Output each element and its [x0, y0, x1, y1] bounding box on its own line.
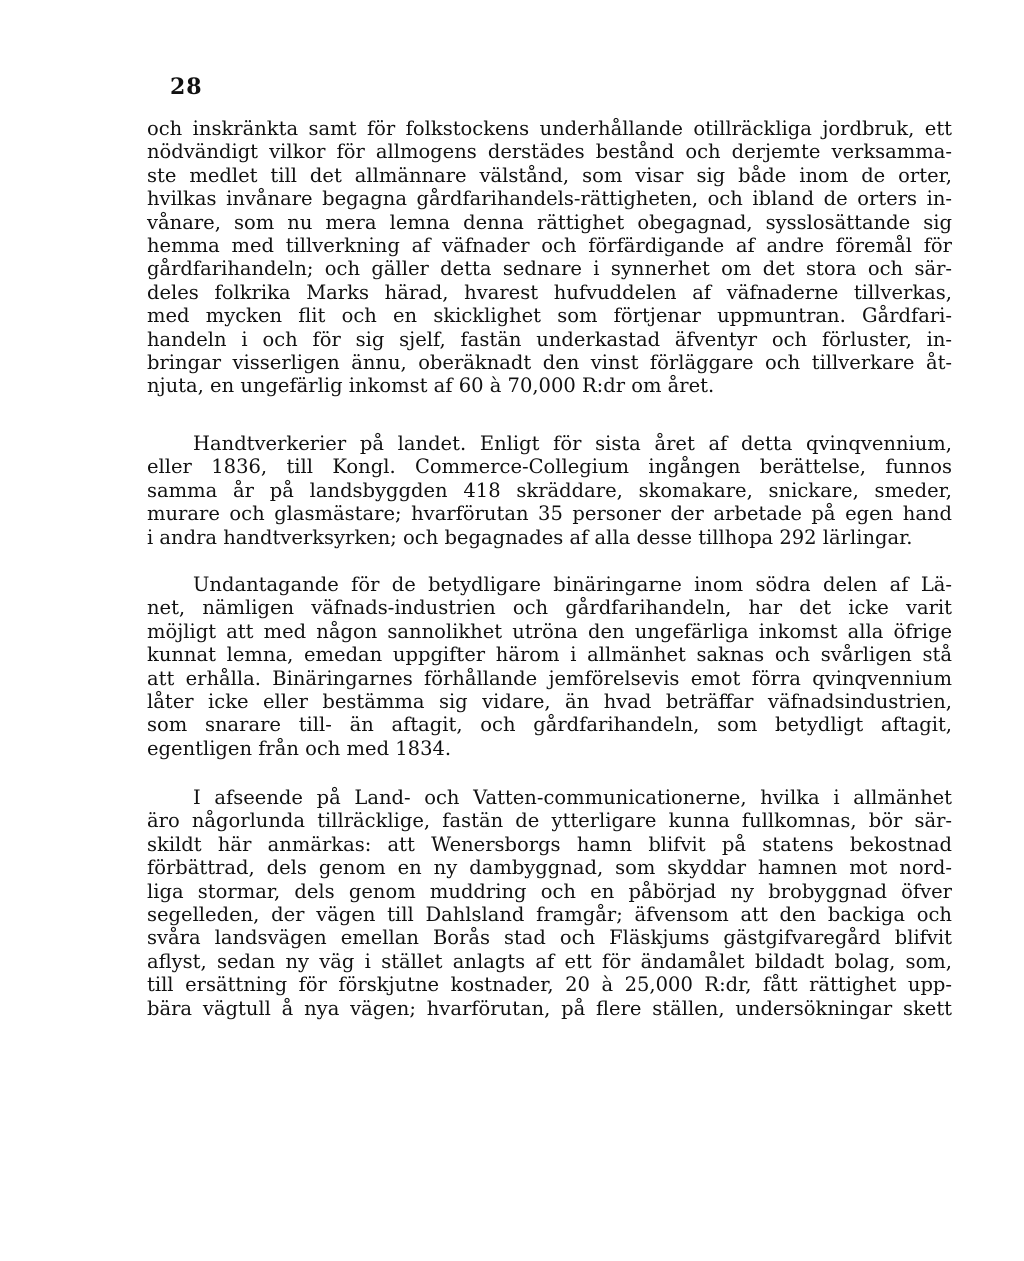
paragraph-3: [147, 573, 952, 760]
text-line: net, nämligen väfnads-industrien och gårdfarihandeln, har det icke varit: [147, 596, 952, 620]
text-line: att erhålla. Binäringarnes förhållande jemförelsevis emot förra qvinqvennium: [147, 666, 952, 690]
text-line: kunnat lemna, emedan uppgifter härom i allmänhet saknas och svårligen stå: [147, 643, 952, 667]
text-line: samma år på landsbyggden 418 skräddare, skomakare, snickare, smeder,: [147, 478, 952, 502]
text-line: deles folkrika Marks härad, hvarest hufvuddelen af väfnaderne tillverkas,: [147, 280, 952, 304]
text-line: förbättrad, dels genom en ny dambyggnad, som skyddar hamnen mot nord-: [147, 856, 952, 880]
paragraph-4: [147, 786, 952, 1020]
text-line: som snarare till- än aftagit, och gårdfarihandeln, som betydligt aftagit,: [147, 713, 952, 737]
text-line: ste medlet till det allmännare välstånd, som visar sig både inom de orter,: [147, 163, 952, 187]
text-line: hvilkas invånare begagna gårdfarihandels-rättigheten, och ibland de orters in-: [147, 187, 952, 211]
text-line: gårdfarihandeln; och gäller detta sednare i synnerhet om det stora och sär-: [147, 257, 952, 281]
text-line: låter icke eller bestämma sig vidare, än hvad beträffar väfnadsindustrien,: [147, 690, 952, 714]
text-line: med mycken flit och en skicklighet som förtjenar uppmuntran. Gårdfari-: [147, 304, 952, 328]
text-line: egentligen från och med 1834.: [147, 736, 452, 760]
text-line: vånare, som nu mera lemna denna rättighet obegagnad, sysslosättande sig: [147, 210, 952, 234]
text-line: I afseende på Land- och Vatten-communicationerne, hvilka i allmänhet: [193, 786, 952, 809]
text-line: Undantagande för de betydligare binäringarne inom södra delen af Lä-: [193, 573, 952, 596]
text-line: bära vägtull å nya vägen; hvarförutan, på flere ställen, undersökningar skett: [147, 996, 952, 1020]
text-line: segelleden, der vägen till Dahlsland framgår; äfvensom att den backiga och: [147, 903, 952, 927]
page-number: 28: [170, 74, 203, 100]
text-line: svåra landsvägen emellan Borås stad och Fläskjums gästgifvaregård blifvit: [147, 926, 952, 950]
text-line: murare och glasmästare; hvarförutan 35 personer der arbetade på egen hand: [147, 502, 952, 526]
text-line: bringar visserligen ännu, oberäknadt den vinst förläggare och tillverkare åt-: [147, 351, 952, 375]
text-line: Handtverkerier på landet. Enligt för sista året af detta qvinqvennium,: [193, 432, 952, 455]
text-line: till ersättning för förskjutne kostnader, 20 à 25,000 R:dr, fått rättighet upp-: [147, 973, 952, 997]
paragraph-2: [147, 432, 952, 549]
text-line: äro någorlunda tillräcklige, fastän de ytterligare kunna fullkomnas, bör sär-: [147, 809, 952, 833]
paragraph-1: [147, 117, 952, 398]
text-line: njuta, en ungefärlig inkomst af 60 à 70,000 R:dr om året.: [147, 374, 715, 398]
text-line: möjligt att med någon sannolikhet utröna den ungefärliga inkomst alla öfrige: [147, 619, 952, 643]
text-line: liga stormar, dels genom muddring och en påbörjad ny brobyggnad öfver: [147, 879, 952, 903]
text-line: skildt här anmärkas: att Wenersborgs hamn blifvit på statens bekostnad: [147, 832, 952, 856]
text-line: aflyst, sedan ny väg i stället anlagts af ett för ändamålet bildadt bolag, som,: [147, 949, 952, 973]
text-line: eller 1836, till Kongl. Commerce-Collegium ingången berättelse, funnos: [147, 455, 952, 479]
text-line: i andra handtverksyrken; och begagnades af alla desse tillhopa 292 lärlingar.: [147, 525, 913, 549]
text-line: och inskränkta samt för folkstockens underhållande otillräckliga jordbruk, ett: [147, 117, 952, 140]
text-line: hemma med tillverkning af väfnader och förfärdigande af andre föremål för: [147, 234, 952, 258]
text-line: handeln i och för sig sjelf, fastän underkastad äfventyr och förluster, in-: [147, 327, 952, 351]
text-line: nödvändigt vilkor för allmogens derstädes bestånd och derjemte verksamma-: [147, 140, 952, 164]
